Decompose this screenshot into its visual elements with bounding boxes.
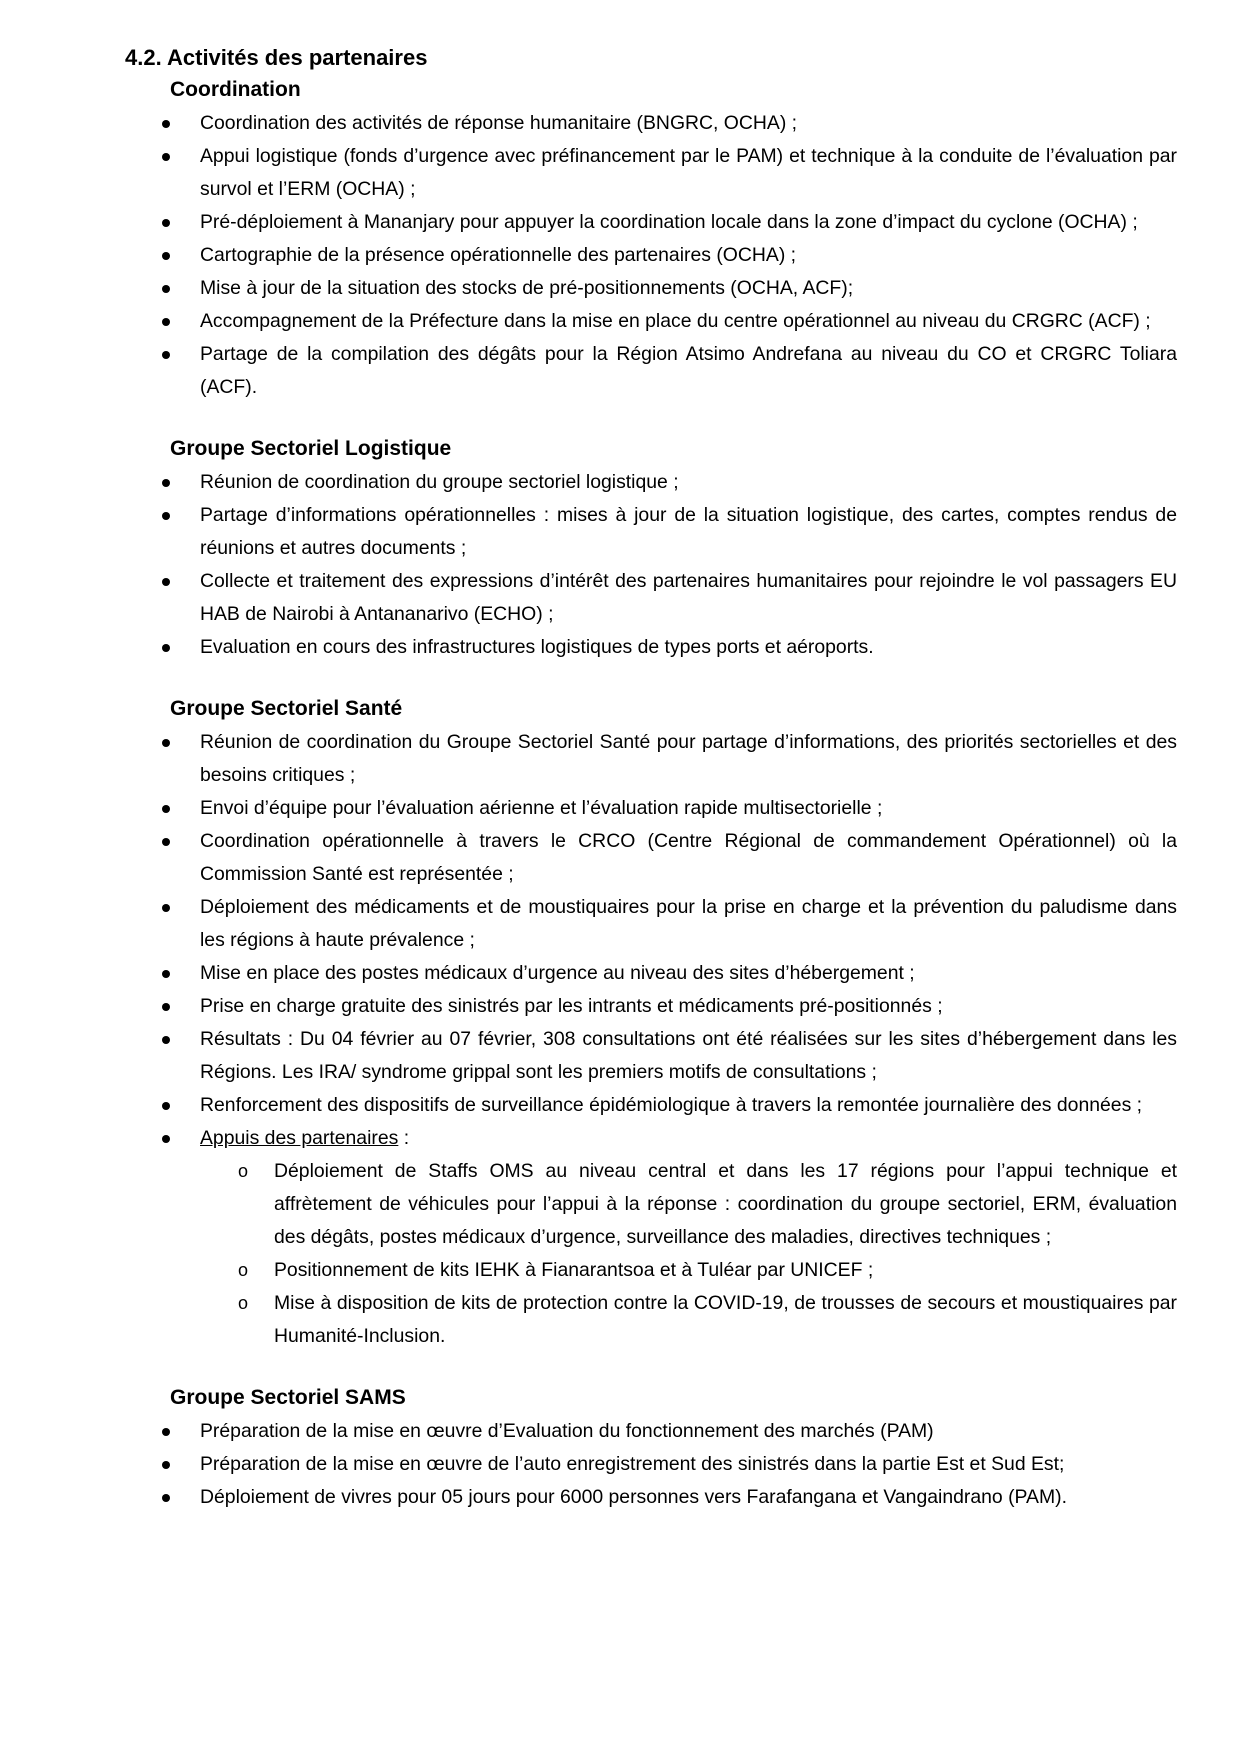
bullet-icon xyxy=(162,1428,170,1436)
bullet-list xyxy=(125,1415,1177,1514)
bullet-list xyxy=(125,726,1177,1353)
sub-bullet-list xyxy=(200,1155,1177,1353)
bullet-icon xyxy=(162,970,170,978)
circle-bullet-icon: o xyxy=(238,1293,249,1313)
circle-bullet-icon: o xyxy=(238,1260,249,1280)
sub-list-item: o Positionnement de kits IEHK à Fianarantsoa et à Tuléar par UNICEF ; xyxy=(274,1254,1177,1287)
list-item: Mise à jour de la situation des stocks de pré-positionnements (OCHA, ACF); xyxy=(200,272,1177,305)
list-item: Renforcement des dispositifs de surveillance épidémiologique à travers la remontée journalière des données ; xyxy=(200,1089,1177,1122)
bullet-icon xyxy=(162,219,170,227)
bullet-icon xyxy=(162,1003,170,1011)
bullet-icon xyxy=(162,644,170,652)
bullet-icon xyxy=(162,1461,170,1469)
bullet-icon xyxy=(162,120,170,128)
list-item: Envoi d’équipe pour l’évaluation aérienne et l’évaluation rapide multisectorielle ; xyxy=(200,792,1177,825)
section-sante xyxy=(125,695,1177,1353)
list-item: Préparation de la mise en œuvre d’Evaluation du fonctionnement des marchés (PAM) xyxy=(200,1415,1177,1448)
sub-list-item: o Déploiement de Staffs OMS au niveau central et dans les 17 régions pour l’appui technique et affrètement de véhicules pour l’appui à la réponse : coordination du groupe sectoriel, ERM, évaluation des dégâts, postes médicaux d’urgence, surveillance des maladies, directives techniques ; xyxy=(274,1155,1177,1254)
bullet-icon xyxy=(162,1036,170,1044)
bullet-icon xyxy=(162,739,170,747)
bullet-icon xyxy=(162,479,170,487)
list-item: Réunion de coordination du groupe sectoriel logistique ; xyxy=(200,466,1177,499)
list-item: Préparation de la mise en œuvre de l’auto enregistrement des sinistrés dans la partie Est et Sud Est; xyxy=(200,1448,1177,1481)
list-item: Evaluation en cours des infrastructures logistiques de types ports et aéroports. xyxy=(200,631,1177,664)
list-item: Mise en place des postes médicaux d’urgence au niveau des sites d’hébergement ; xyxy=(200,957,1177,990)
bullet-icon xyxy=(162,285,170,293)
bullet-list xyxy=(125,466,1177,664)
bullet-icon xyxy=(162,805,170,813)
section-title: Groupe Sectoriel Santé xyxy=(170,697,403,720)
bullet-icon xyxy=(162,1494,170,1502)
bullet-list xyxy=(125,107,1177,404)
document-heading: 4.2. Activités des partenaires xyxy=(125,45,428,70)
list-item: Réunion de coordination du Groupe Sectoriel Santé pour partage d’informations, des priorités sectorielles et des besoins critiques ; xyxy=(200,726,1177,792)
bullet-icon xyxy=(162,1102,170,1110)
section-coordination xyxy=(125,76,1177,404)
list-item: Résultats : Du 04 février au 07 février, 308 consultations ont été réalisées sur les sites d’hébergement dans les Régions. Les IRA/ syndrome grippal sont les premiers motifs de consultations ; xyxy=(200,1023,1177,1089)
list-item: Partage d’informations opérationnelles : mises à jour de la situation logistique, des cartes, comptes rendus de réunions et autres documents ; xyxy=(200,499,1177,565)
list-item-partners xyxy=(200,1122,1177,1353)
sub-list-item: o Mise à disposition de kits de protection contre la COVID-19, de trousses de secours et moustiquaires par Humanité-Inclusion. xyxy=(274,1287,1177,1353)
list-item: Cartographie de la présence opérationnelle des partenaires (OCHA) ; xyxy=(200,239,1177,272)
bullet-icon xyxy=(162,252,170,260)
list-item: Partage de la compilation des dégâts pour la Région Atsimo Andrefana au niveau du CO et CRGRC Toliara (ACF). xyxy=(200,338,1177,404)
section-title: Coordination xyxy=(170,78,301,101)
bullet-icon xyxy=(162,318,170,326)
list-item: Déploiement de vivres pour 05 jours pour 6000 personnes vers Farafangana et Vangaindrano (PAM). xyxy=(200,1481,1177,1514)
bullet-icon xyxy=(162,351,170,359)
partners-label: Appuis des partenaires xyxy=(200,1127,399,1149)
bullet-icon xyxy=(162,512,170,520)
bullet-icon xyxy=(162,904,170,912)
section-logistique xyxy=(125,435,1177,664)
list-item: Prise en charge gratuite des sinistrés par les intrants et médicaments pré-positionnés ; xyxy=(200,990,1177,1023)
section-sams xyxy=(125,1384,1177,1514)
bullet-icon xyxy=(162,578,170,586)
list-item: Déploiement des médicaments et de moustiquaires pour la prise en charge et la prévention du paludisme dans les régions à haute prévalence ; xyxy=(200,891,1177,957)
circle-bullet-icon: o xyxy=(238,1161,249,1181)
list-item: Coordination des activités de réponse humanitaire (BNGRC, OCHA) ; xyxy=(200,107,1177,140)
list-item: Pré-déploiement à Mananjary pour appuyer la coordination locale dans la zone d’impact du cyclone (OCHA) ; xyxy=(200,206,1177,239)
list-item: Coordination opérationnelle à travers le CRCO (Centre Régional de commandement Opérationnel) où la Commission Santé est représentée ; xyxy=(200,825,1177,891)
section-title: Groupe Sectoriel SAMS xyxy=(170,1386,406,1409)
list-item: Collecte et traitement des expressions d’intérêt des partenaires humanitaires pour rejoindre le vol passagers EU HAB de Nairobi à Antananarivo (ECHO) ; xyxy=(200,565,1177,631)
bullet-icon xyxy=(162,1135,170,1143)
list-item: Appui logistique (fonds d’urgence avec préfinancement par le PAM) et technique à la conduite de l’évaluation par survol et l’ERM (OCHA) ; xyxy=(200,140,1177,206)
section-title: Groupe Sectoriel Logistique xyxy=(170,437,452,460)
bullet-icon xyxy=(162,153,170,161)
list-item: Accompagnement de la Préfecture dans la mise en place du centre opérationnel au niveau du CRGRC (ACF) ; xyxy=(200,305,1177,338)
bullet-icon xyxy=(162,838,170,846)
partners-suffix: : xyxy=(398,1127,410,1149)
